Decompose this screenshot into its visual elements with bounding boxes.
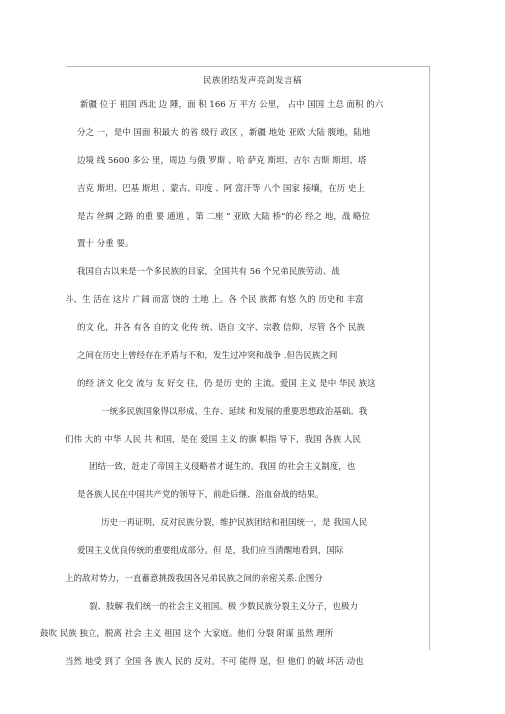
body-line-17: 爱国主义优良传统的重要组成部分。但 是，我们应当清醒地看到，国际 (77, 546, 344, 556)
body-line-11: 的经 济文 化交 流与 友 好交 往，仍 是历 史的 主流。爱国 主义 是中 华民 族这 (77, 379, 376, 389)
body-line-16: 历史一再证明，反对民族分裂，维护民族团结和祖国统一，是 我国人民 (101, 518, 368, 528)
body-line-20: 鼓吹 民族 独立，脱离 社会 主义 祖国 这个 大家庭。他们 分裂 附谋 虽然 理所 (40, 629, 334, 639)
body-line-19: 裂、肢解 我们统一的社会主义祖国。极 少数民族分裂主义分子，也极力 (89, 602, 358, 612)
body-line-7: 我国自古以来是一个多民族的目家，全国共有 56 个兄弟民族劳动、战 (77, 267, 340, 277)
body-line-15: 是各族人民在中国共产党的领导下，前赴后继、浴血奋战的结果。 (77, 490, 324, 500)
body-line-3: 边境 线 5600 多公 里，周边 与俄 罗斯 、哈 萨克 斯坦、吉尔 吉斯 斯坦、塔 (77, 156, 367, 166)
body-line-1: 新疆 位于 祖国 西北 边 陲，面 积 166 万 平方 公里， 占中 国国 土总 面积 的六 (80, 100, 384, 110)
body-line-14: 团结一致，赶走了帝国主义侵略者才诞生的。我国 的社会主义制度，也 (89, 462, 356, 472)
body-line-2: 分之 一，是中 国面 积最大 的省 级行 政区 ，新疆 地处 亚欧 大陆 腹地，陆地 (77, 128, 371, 138)
body-line-9: 的文 化，并各 有各 自的文 化传 统、语自 文字、宗教 信仰，尽管 各个 民族 (77, 323, 365, 333)
body-line-10: 之间在历史上曾经存在矛盾与不和，发生过冲突和战争 .但告民族之间 (77, 351, 338, 361)
page-border-top (66, 66, 430, 67)
body-line-8: 斗、生 活在 这片 广阔 而富 饶的 土地 上。各 个民 族都 有悠 久的 历史和 丰富 (65, 295, 364, 305)
document-title: 民族团结发声亮剑发言稿 (202, 76, 302, 86)
body-line-6: 置十 分重 要。 (77, 239, 134, 249)
body-line-5: 是古 丝绸 之路 的重 要 通道 ，第 二座 ” 亚欧 大陆 桥”的必 经之 地，战 略位 (77, 212, 371, 222)
body-line-4: 吉克 斯坦、巴基 斯坦 、蒙古、印度 、阿 富汗等 八个 国家 接壤，在历 史上 (77, 184, 365, 194)
body-line-21: 当然 地受 到了 全国 各 族人 民的 反对。不可 能得 逞，但 他们 的破 坏活 动也 (65, 657, 364, 667)
page-border-right (429, 66, 430, 650)
body-line-18: 上的敌对势力，一直蓄意挑拨我国各兄弟民族之间的亲密关系.企图分 (65, 574, 323, 584)
body-line-13: 们伟 大的 中华 人民 共 和国，是在 爱国 主义 的旗 帜指 导下，我国 各族 人民 (65, 435, 361, 445)
body-line-12: 一统多民族国象得以形成、生存、延续 和发展的重要思想政治基础。我 (101, 407, 368, 417)
